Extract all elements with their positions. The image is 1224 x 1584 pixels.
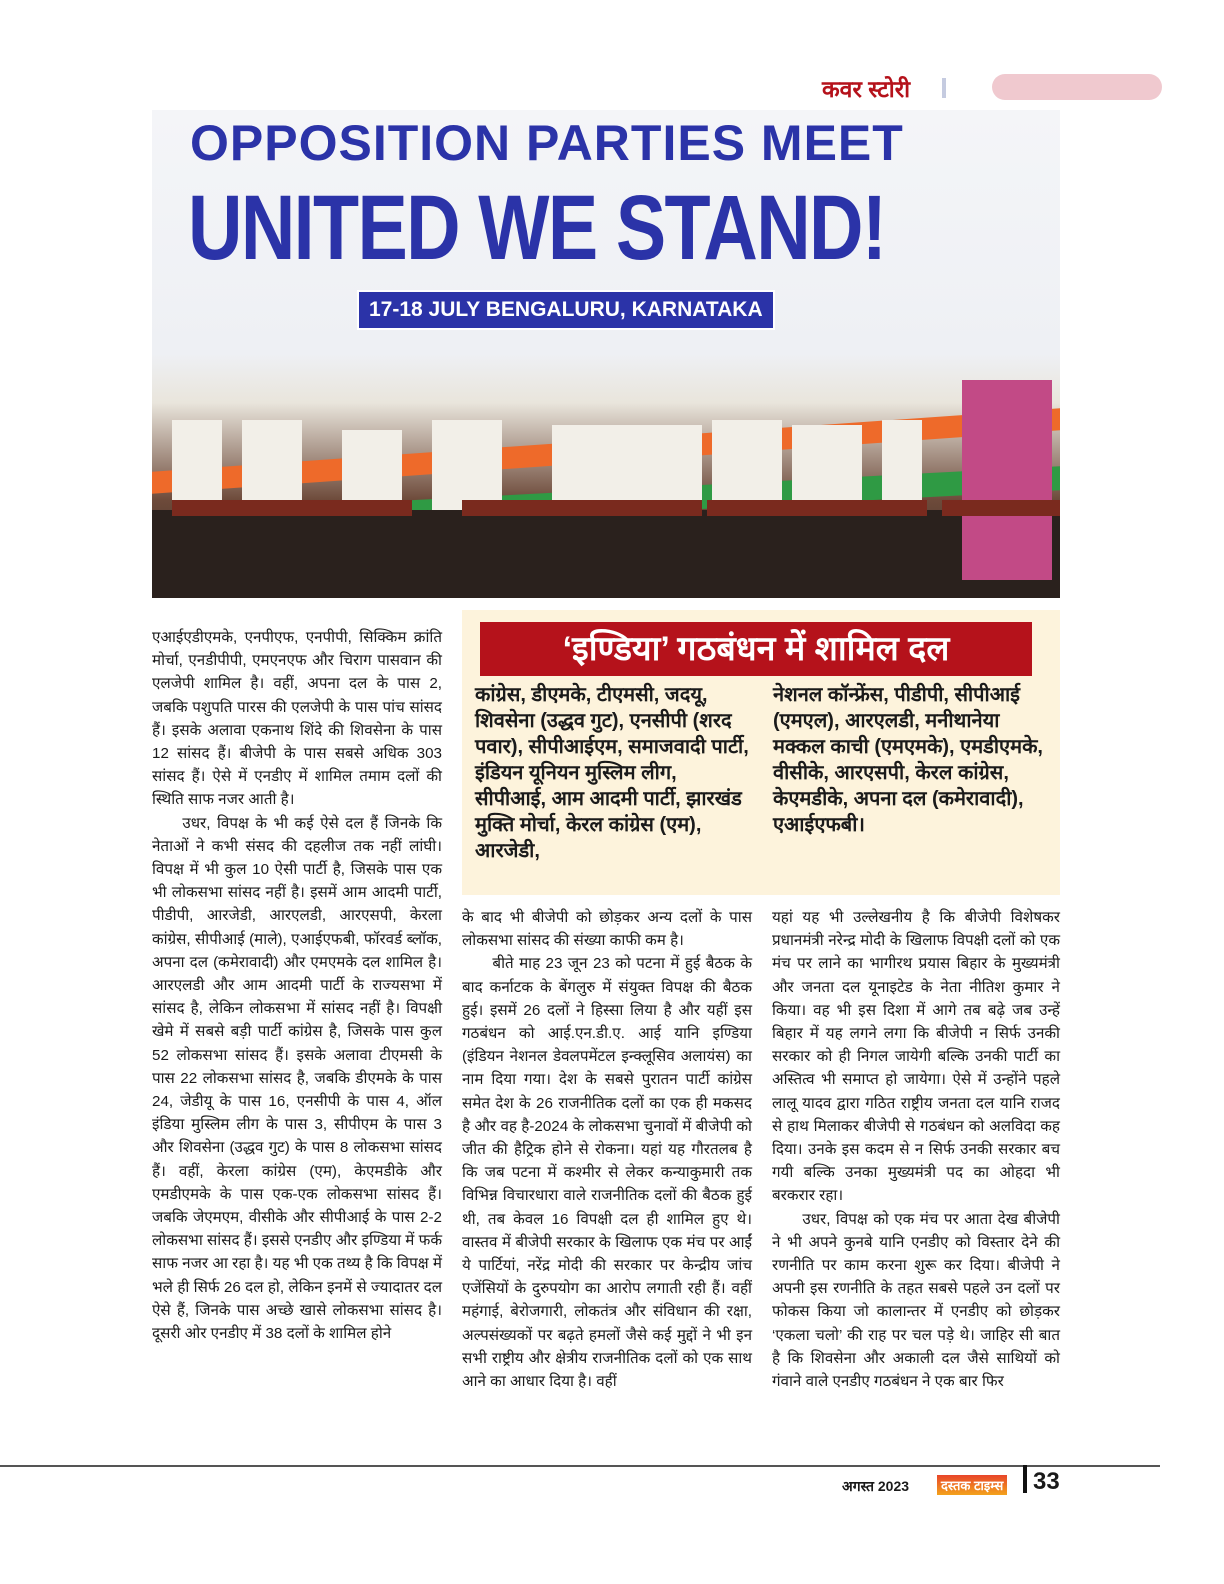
page-number: 33 bbox=[1033, 1468, 1060, 1495]
banner-line-3: 17-18 JULY BENGALURU, KARNATAKA bbox=[357, 290, 775, 330]
india-alliance-sidebar bbox=[462, 610, 1060, 895]
banner-line-1: OPPOSITION PARTIES MEET bbox=[190, 115, 904, 171]
section-pill bbox=[992, 74, 1162, 100]
article-column-1 bbox=[152, 626, 442, 1345]
page-number-divider bbox=[1023, 1465, 1027, 1493]
paragraph: एआईएडीएमके, एनपीएफ, एनपीपी, सिक्किम क्रांति मोर्चा, एनडीपीपी, एमएनएफ और चिराग पासवान की एलजेपी शामिल है। वहीं, अपना दल के पास 2, जबकि पशुपति पारस की एलजेपी के पास पांच सांसद हैं। इसके अलावा एकनाथ शिंदे की शिवसेना के पास 12 सांसद हैं। बीजेपी के पास सबसे अधिक 303 सांसद हैं। ऐसे में एनडीए में शामिल तमाम दलों की स्थिति साफ नजर आती है। bbox=[152, 629, 442, 809]
sidebar-title: ‘इण्डिया’ गठबंधन में शामिल दल bbox=[480, 622, 1032, 676]
banner-line-2: UNITED WE STAND! bbox=[188, 177, 886, 279]
section-label: कवर स्टोरी bbox=[822, 76, 911, 102]
paragraph: के बाद भी बीजेपी को छोड़कर अन्य दलों के पास लोकसभा सांसद की संख्या काफी कम है। bbox=[462, 909, 752, 950]
paragraph: यहां यह भी उल्लेखनीय है कि बीजेपी विशेषकर प्रधानमंत्री नरेन्द्र मोदी के खिलाफ विपक्षी दलों को एक मंच पर लाने का भागीरथ प्रयास बिहार के मुख्यमंत्री और जनता दल यूनाइटेड के नेता नीतिश कुमार ने किया। वह भी इस दिशा में आगे तब बढ़े जब उन्हें बिहार में यह लगने लगा कि बीजेपी न सिर्फ उनकी सरकार को ही निगल जायेगी बल्कि उनकी पार्टी का अस्तित्व भी समाप्त हो जायेगा। ऐसे में उन्होंने पहले लालू यादव द्वारा गठित राष्ट्रीय जनता दल यानि राजद से हाथ मिलाकर बीजेपी से गठबंधन को अलविदा कह दिया। उनके इस कदम से न सिर्फ उनकी सरकार बच गयी बल्कि उनका मुख्यमंत्री पद का ओहदा भी बरकरार रहा। bbox=[772, 909, 1060, 1205]
alliance-parties-list-2: नेशनल कॉन्फ्रेंस, पीडीपी, सीपीआई (एमएल), आरएलडी, मनीथानेया मक्कल काची (एमएमके), एमडीएमके, वीसीके, आरएसपी, केरल कांग्रेस, केएमडीके, अपना दल (कमेरावादी), एआईएफबी। bbox=[773, 684, 1043, 836]
magazine-logo: दस्तक टाइम्स bbox=[937, 1475, 1007, 1495]
article-column-2 bbox=[462, 906, 752, 1393]
alliance-parties-list-1: कांग्रेस, डीएमके, टीएमसी, जदयू, शिवसेना (उद्धव गुट), एनसीपी (शरद पवार), सीपीआईएम, समाजवादी पार्टी, इंडियन यूनियन मुस्लिम लीग, सीपीआई, आम आदमी पार्टी, झारखंड मुक्ति मोर्चा, केरल कांग्रेस (एम), आरजेडी, bbox=[475, 684, 749, 862]
paragraph: बीते माह 23 जून 23 को पटना में हुई बैठक के बाद कर्नाटक के बेंगलुरु में संयुक्त विपक्ष की बैठक हुई। इसमें 26 दलों ने हिस्सा लिया है और यहीं इस गठबंधन को आई.एन.डी.ए. आई यानि इण्डिया (इंडियन नेशनल डेवलपमेंटल इन्क्लूसिव अलायंस) का नाम दिया गया। देश के सबसे पुरातन पार्टी कांग्रेस समेत देश के 26 राजनीतिक दलों का एक ही मकसद है और वह है-2024 के लोकसभा चुनावों में बीजेपी को जीत की हैट्रिक होने से रोकना। यहां यह गौरतलब है कि जब पटना में कश्मीर से लेकर कन्याकुमारी तक विभिन्न विचारधारा वाले राजनीतिक दलों की बैठक हुई थी, तब केवल 16 विपक्षी दल ही शामिल हुए थे। वास्तव में बीजेपी सरकार के खिलाफ एक मंच पर आईं ये पार्टियां, नरेंद्र मोदी की सरकार पर केन्द्रीय जांच एजेंसियों के दुरुपयोग का आरोप लगाती रही हैं। वहीं महंगाई, बेरोजगारी, लोकतंत्र और संविधान की रक्षा, अल्पसंख्यकों पर बढ़ते हमलों जैसे कई मुद्दों ने भी इन सभी राष्ट्रीय और क्षेत्रीय राजनीतिक दलों को एक साथ आने का आधार दिया है। वहीं bbox=[462, 955, 752, 1391]
footer-divider bbox=[0, 1465, 1160, 1467]
cover-photo bbox=[152, 110, 1060, 598]
paragraph: उधर, विपक्ष को एक मंच पर आता देख बीजेपी ने भी अपने कुनबे यानि एनडीए को विस्तार देने की रणनीति पर काम करना शुरू कर दिया। बीजेपी ने अपनी इस रणनीति के तहत सबसे पहले उन दलों पर फोकस किया जो कालान्तर में एनडीए को छोड़कर ‘एकला चलो’ की राह पर चल पड़े थे। जाहिर सी बात है कि शिवसेना और अकाली दल जैसे साथियों को गंवाने वाले एनडीए गठबंधन ने एक बार फिर bbox=[772, 1210, 1060, 1391]
leaders-on-stage-illustration bbox=[152, 380, 1060, 598]
paragraph: उधर, विपक्ष के भी कई ऐसे दल हैं जिनके कि नेताओं ने कभी संसद की दहलीज तक नहीं लांघी। विपक्ष में भी कुल 10 ऐसी पार्टी है, जिसके पास एक भी लोकसभा सांसद नहीं है। इसमें आम आदमी पार्टी, पीडीपी, आरजेडी, आरएलडी, आरएसपी, केरला कांग्रेस, सीपीआई (माले), एआईएफबी, फॉरवर्ड ब्लॉक, अपना दल (कमेरावादी) और एमएमके दल शामिल है। आरएलडी और आम आदमी पार्टी के राज्यसभा में सांसद है, लेकिन लोकसभा में सांसद नहीं है। विपक्षी खेमे में सबसे बड़ी पार्टी कांग्रेस है, जिसके पास कुल 52 लोकसभा सांसद हैं। इसके अलावा टीएमसी के पास 22 लोकसभा सांसद है, जबकि डीएमके के पास 24, जेडीयू के पास 16, एनसीपी के पास 4, ऑल इंडिया मुस्लिम लीग के पास 3, सीपीएम के पास 3 और शिवसेना (उद्धव गुट) के पास 8 लोकसभा सांसद हैं। वहीं, केरला कांग्रेस (एम), केएमडीके और एमडीएमके के पास एक-एक लोकसभा सांसद हैं। जबकि जेएमएम, वीसीके और सीपीआई के पास 2-2 लोकसभा सांसद हैं। इससे एनडीए और इण्डिया में फर्क साफ नजर आ रहा है। यह भी एक तथ्य है कि विपक्ष में भले ही सिर्फ 26 दल हो, लेकिन इनमें से ज्यादातर दल ऐसे हैं, जिनके पास अच्छे खासे लोकसभा सांसद है। दूसरी ओर एनडीए में 38 दलों के शामिल होने bbox=[152, 814, 442, 1343]
section-divider bbox=[942, 78, 946, 98]
issue-date: अगस्त 2023 bbox=[842, 1478, 910, 1494]
article-column-3 bbox=[772, 906, 1060, 1393]
